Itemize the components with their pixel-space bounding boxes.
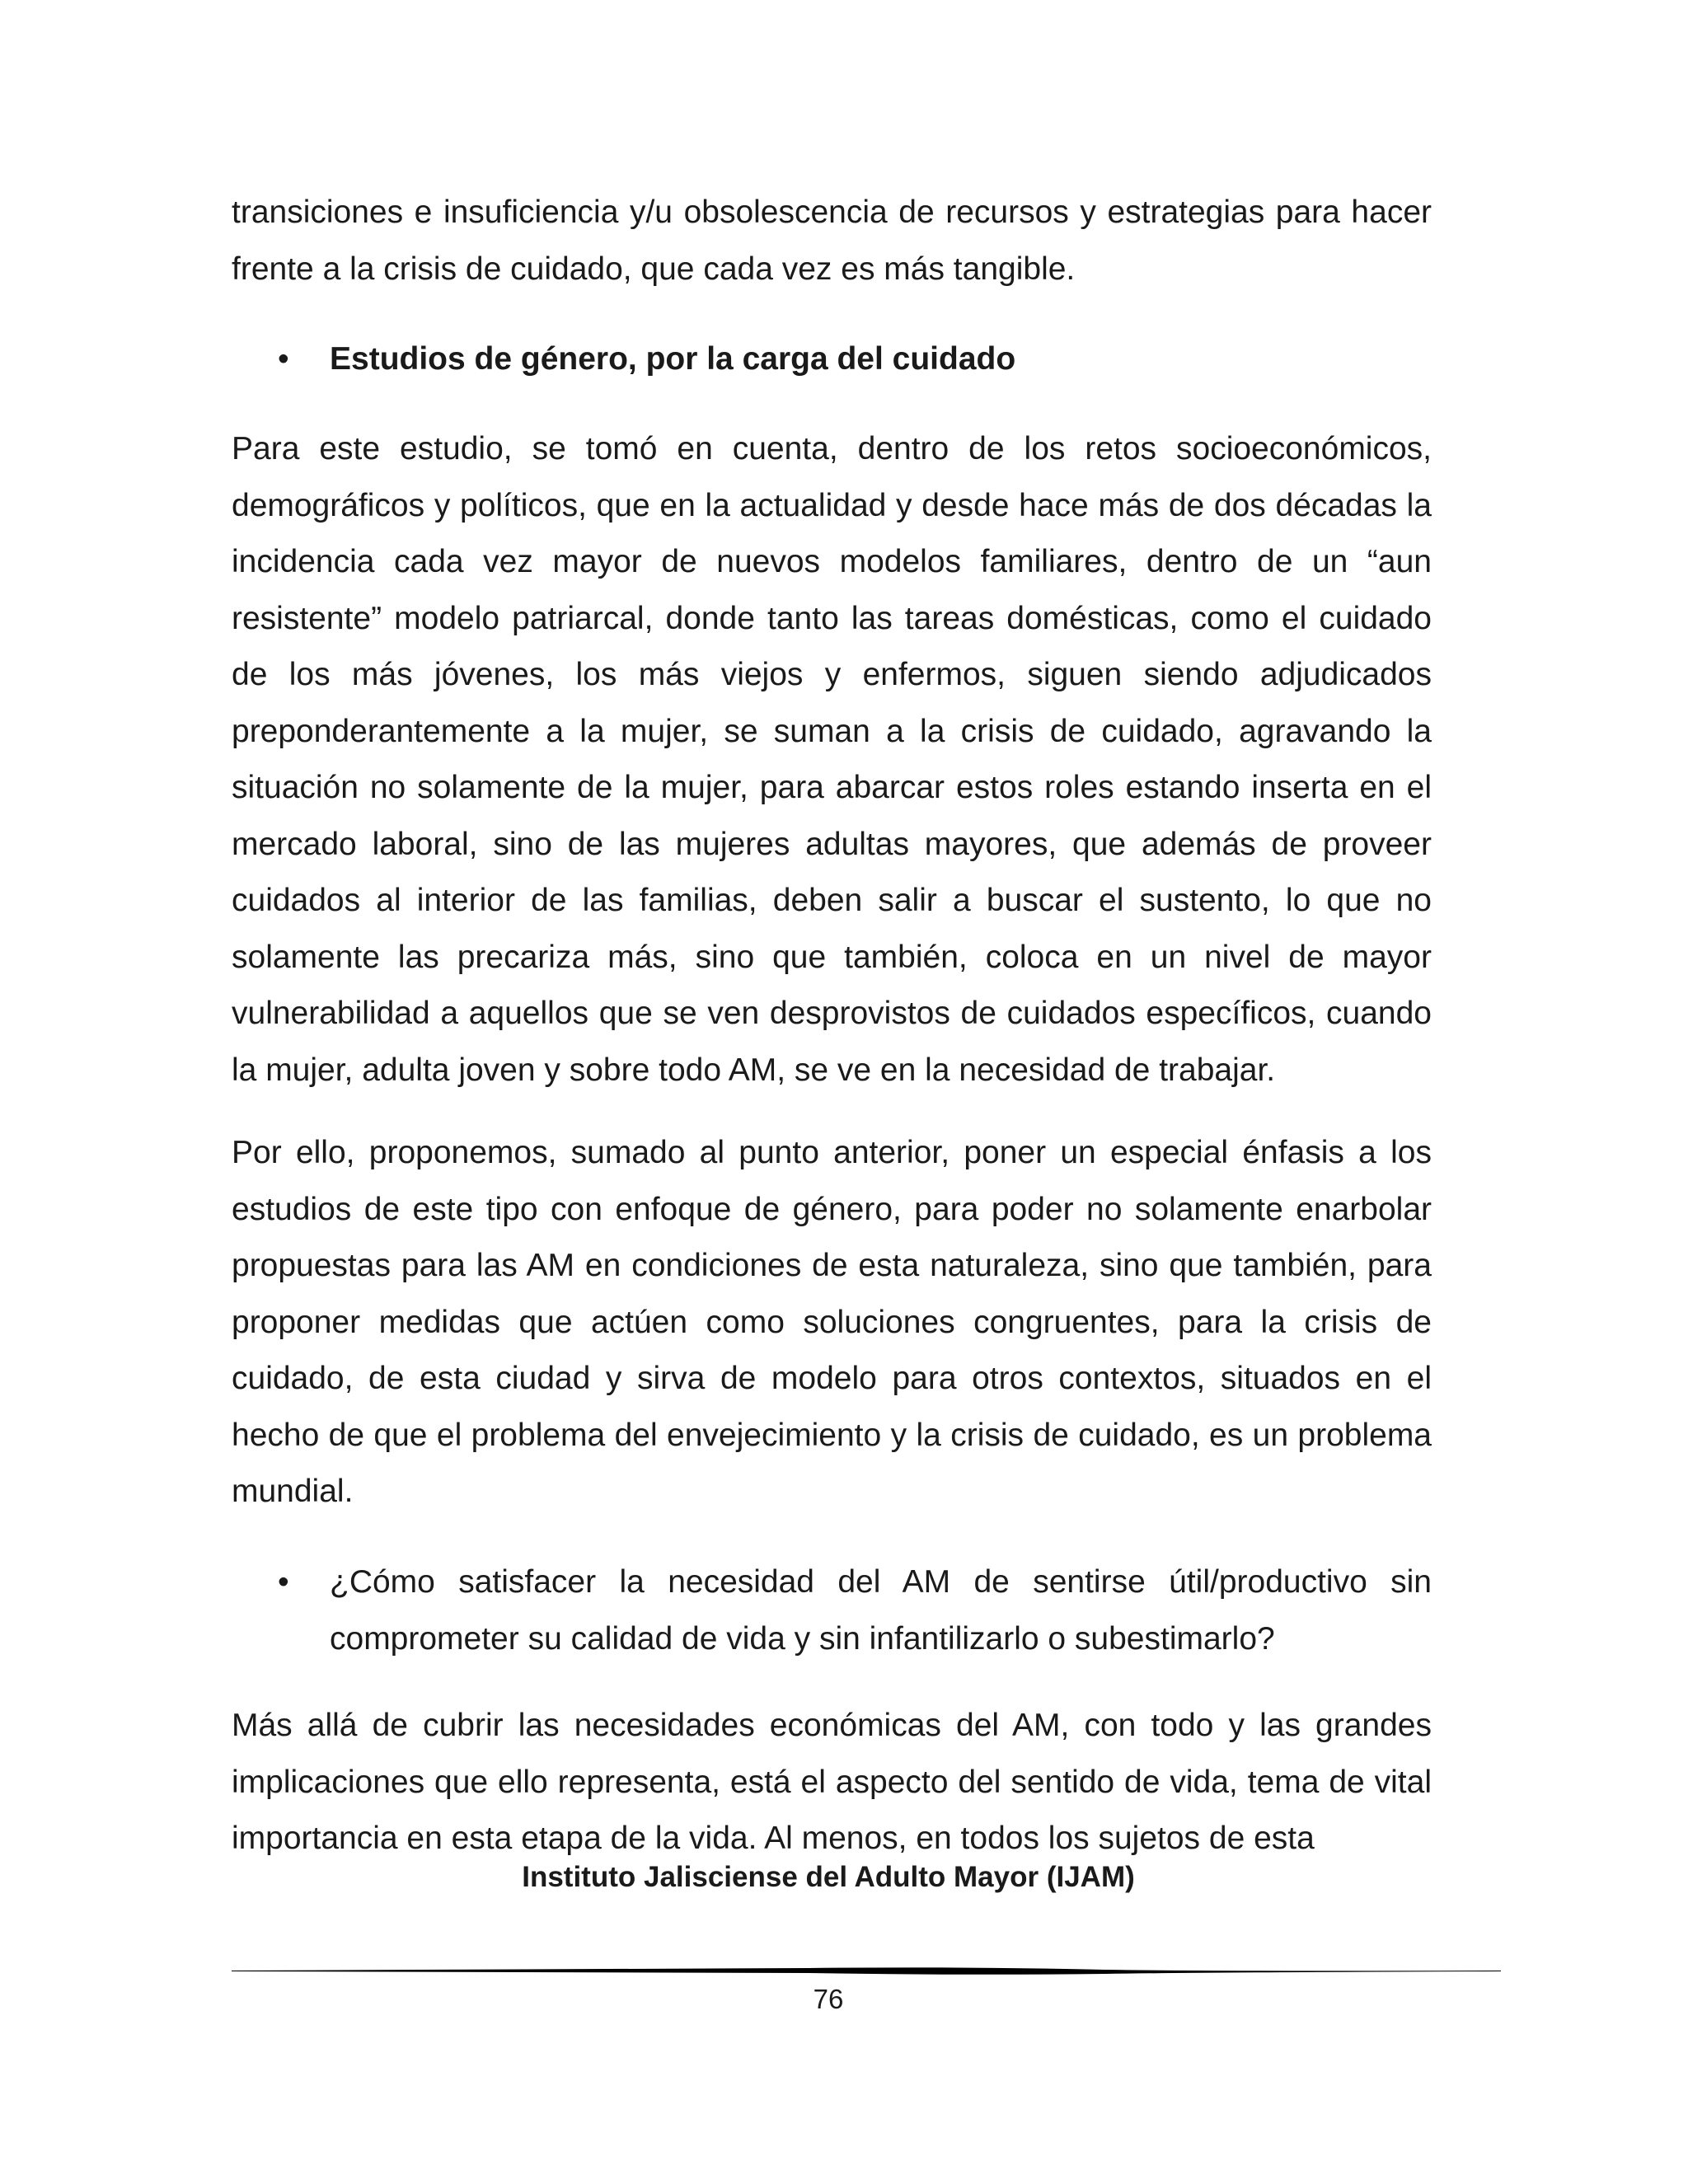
paragraph-study-context: Para este estudio, se tomó en cuenta, dentro de los retos socioeconómicos, demográficos y políticos, que en la actualidad y desde hace más de dos décadas la incidencia cada vez mayor de nuevos modelos familiares, dentro de un “aun resistente” modelo patriarcal, donde tanto las tareas domésticas, como el cuidado de los más jóvenes, los más viejos y enfermos, siguen siendo adjudicados preponderantemente a la mujer, se suman a la crisis de cuidado, agravando la situación no solamente de la mujer, para abarcar estos roles estando inserta en el mercado laboral, sino de las mujeres adultas mayores, que además de proveer cuidados al interior de las familias, deben salir a buscar el sustento, lo que no solamente las precariza más, sino que también, coloca en un nivel de mayor vulnerabilidad a aquellos que se ven desprovistos de cuidados específicos, cuando la mujer, adulta joven y sobre todo AM, se ve en la necesidad de trabajar. <box>232 431 1432 1088</box>
bullet-heading-gender-studies <box>232 331 1432 388</box>
paragraph-sense-of-life: Más allá de cubrir las necesidades económicas del AM, con todo y las grandes implicaciones que ello representa, está el aspecto del sentido de vida, tema de vital importancia en esta etapa de la vida. Al menos, en todos los sujetos de esta <box>232 1708 1432 1856</box>
footer-rule <box>232 1965 1501 1976</box>
page-number: 76 <box>813 1984 844 2014</box>
bullet-icon: • <box>278 341 289 377</box>
section-heading: Estudios de género, por la carga del cuidado <box>330 341 1016 377</box>
footer-organization: Instituto Jalisciense del Adulto Mayor (IJAM) <box>522 1861 1135 1893</box>
bullet-question-text: ¿Cómo satisfacer la necesidad del AM de sentirse útil/productivo sin comprometer su calidad de vida y sin infantilizarlo o subestimarlo? <box>330 1564 1432 1657</box>
paragraph-continuation: transiciones e insuficiencia y/u obsolescencia de recursos y estrategias para hacer frente a la crisis de cuidado, que cada vez es más tangible. <box>232 194 1432 287</box>
bullet-question-usefulness <box>232 1554 1432 1667</box>
bullet-icon: • <box>278 1564 289 1600</box>
paragraph-proposal: Por ello, proponemos, sumado al punto anterior, poner un especial énfasis a los estudios de este tipo con enfoque de género, para poder no solamente enarbolar propuestas para las AM en condiciones de esta naturaleza, sino que también, para proponer medidas que actúen como soluciones congruentes, para la crisis de cuidado, de esta ciudad y sirva de modelo para otros contextos, situados en el hecho de que el problema del envejecimiento y la crisis de cuidado, es un problema mundial. <box>232 1135 1432 1509</box>
